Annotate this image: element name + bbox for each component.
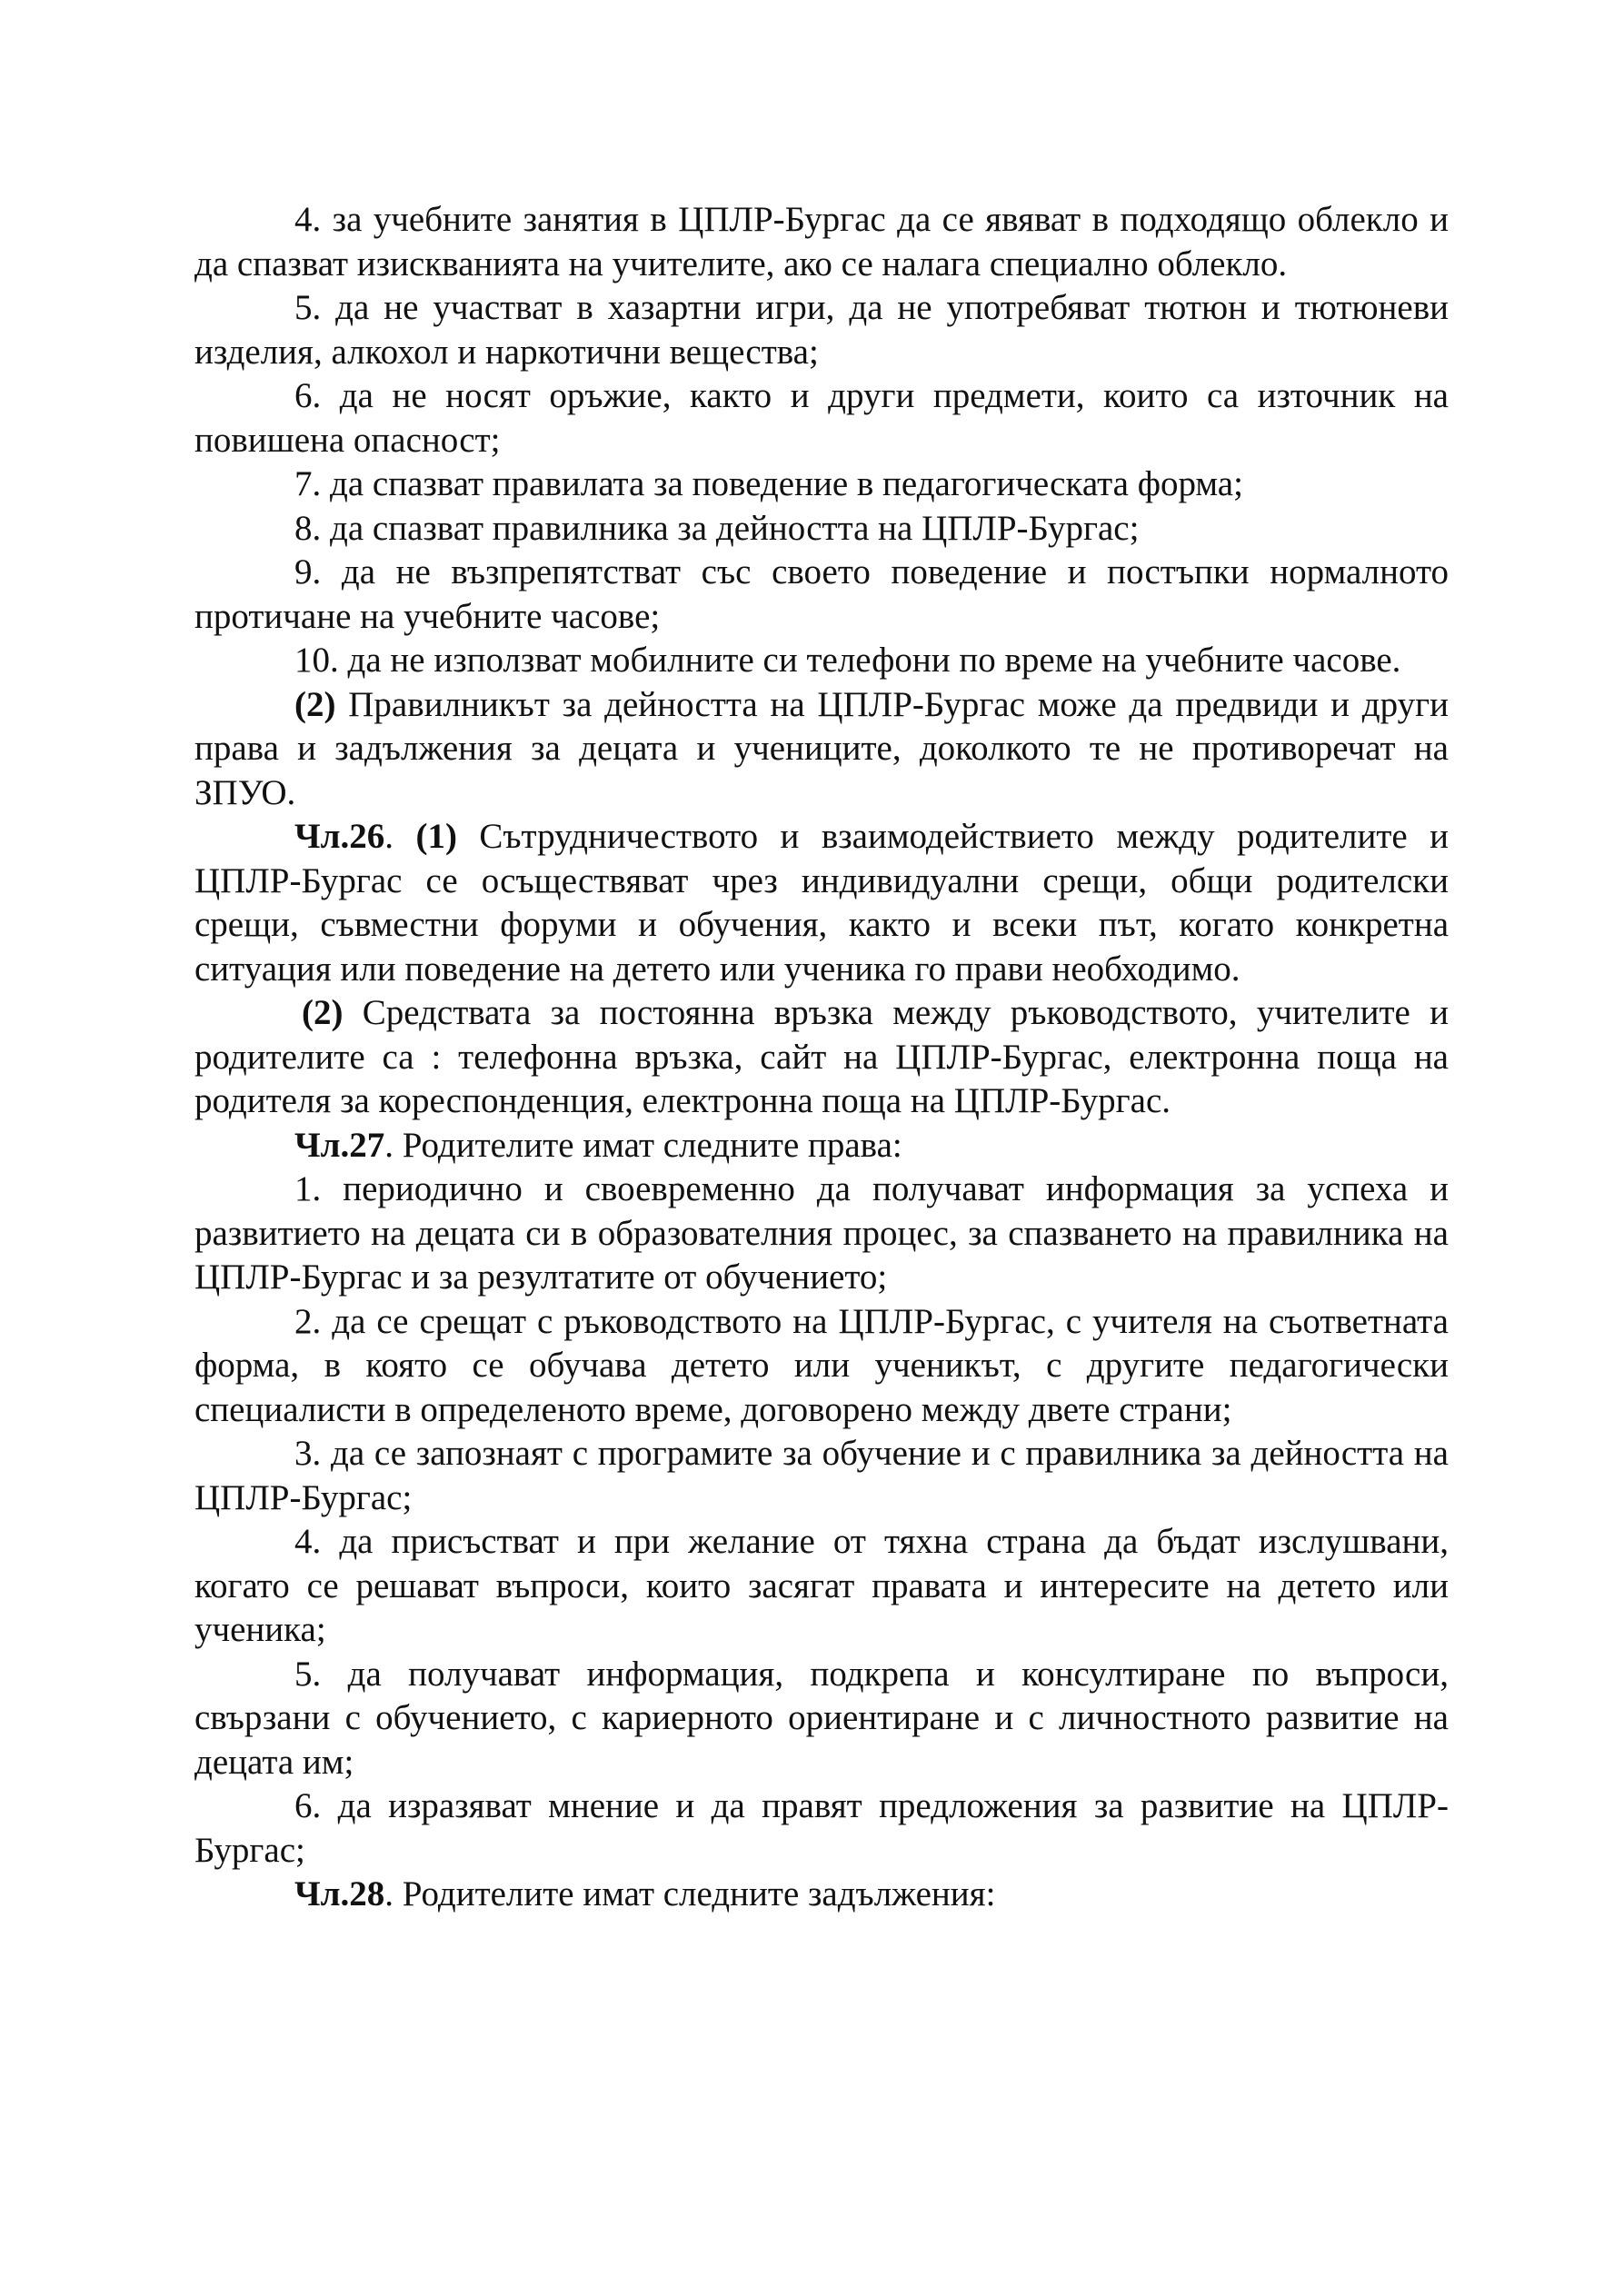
paragraph-item-4b — [194, 1520, 1449, 1653]
article-28 — [194, 1873, 1449, 1917]
article-separator: . — [384, 817, 416, 856]
section-number: (1) — [415, 817, 457, 856]
paragraph-text: 5. да не участват в хазартни игри, да не употребяват тютюн и тютюневи изделия, алкохол и наркотични вещества; — [194, 288, 1449, 372]
paragraph-text: Средствата за постоянна връзка между ръководството, учителите и родителите са : телефонна връзка, сайт на ЦПЛР-Бургас, електронна поща на родителя за кореспонденция, електронна поща на ЦПЛР-Бургас. — [194, 993, 1449, 1120]
paragraph-item-7 — [194, 462, 1449, 507]
paragraph-item-5b — [194, 1653, 1449, 1785]
paragraph-item-8 — [194, 507, 1449, 552]
paragraph-item-1 — [194, 1168, 1449, 1300]
paragraph-item-4 — [194, 198, 1449, 286]
section-number: (2) — [302, 993, 344, 1032]
paragraph-item-6b — [194, 1784, 1449, 1873]
paragraph-item-3 — [194, 1432, 1449, 1520]
paragraph-text: 5. да получават информация, подкрепа и консултиране по въпроси, свързани с обучението, с кариерното ориентиране и с личностното развитие на децата им; — [194, 1654, 1449, 1782]
paragraph-text: 2. да се срещат с ръководството на ЦПЛР-Бургас, с учителя на съответната форма, в която се обучава детето или ученикът, с другите педагогически специалисти в определеното време, договорено между двете страни; — [194, 1301, 1449, 1429]
section-number: (2) — [294, 684, 336, 724]
paragraph-text: Правилникът за дейността на ЦПЛР-Бургас може да предвиди и други права и задължения за децата и учениците, доколкото те не противоречат на ЗПУО. — [194, 684, 1449, 812]
article-26 — [194, 815, 1449, 991]
paragraph-section-2 — [194, 683, 1449, 816]
paragraph-text: Сътрудничеството и взаимодействието между родителите и ЦПЛР-Бургас се осъществяват чрез индивидуални срещи, общи родителски срещи, съвместни форуми и обучения, както и всеки път, когато конкретна ситуация или поведение на детето или ученика го прави необходимо. — [194, 817, 1449, 989]
paragraph-text: 4. да присъстват и при желание от тяхна страна да бъдат изслушвани, когато се решават въпроси, които засягат правата и интересите на детето или ученика; — [194, 1522, 1449, 1649]
article-number: Чл.26 — [294, 817, 385, 856]
paragraph-text: 10. да не използват мобилните си телефони по време на учебните часове. — [294, 641, 1401, 680]
paragraph-text: 3. да се запознаят с програмите за обучение и с правилника за дейността на ЦПЛР-Бургас; — [194, 1434, 1449, 1517]
paragraph-text: 7. да спазват правилата за поведение в педагогическата форма; — [294, 464, 1243, 503]
paragraph-item-9 — [194, 551, 1449, 639]
article-27 — [194, 1124, 1449, 1168]
paragraph-item-5 — [194, 286, 1449, 374]
paragraph-text: . Родителите имат следните права: — [384, 1125, 902, 1165]
paragraph-item-10 — [194, 639, 1449, 683]
paragraph-item-2 — [194, 1300, 1449, 1433]
paragraph-text: . Родителите имат следните задължения: — [384, 1874, 996, 1913]
paragraph-text: 6. да изразяват мнение и да правят предложения за развитие на ЦПЛР-Бургас; — [194, 1786, 1449, 1870]
paragraph-text: 8. да спазват правилника за дейността на ЦПЛР-Бургас; — [294, 508, 1140, 548]
article-number: Чл.27 — [294, 1125, 385, 1165]
paragraph-item-6 — [194, 374, 1449, 462]
paragraph-text: 1. периодично и своевременно да получават информация за успеха и развитието на децата си в образователния процес, за спазването на правилника на ЦПЛР-Бургас и за резултатите от обучението; — [194, 1169, 1449, 1297]
document-page — [194, 198, 1449, 1917]
article-number: Чл.28 — [294, 1874, 385, 1913]
paragraph-text: 6. да не носят оръжие, както и други предмети, които са източник на повишена опасност; — [194, 376, 1449, 460]
paragraph-text: 4. за учебните занятия в ЦПЛР-Бургас да се явяват в подходящо облекло и да спазват изискванията на учителите, ако се налага специално облекло. — [194, 200, 1449, 283]
paragraph-text: 9. да не възпрепятстват със своето поведение и постъпки нормалното протичане на учебните часове; — [194, 552, 1449, 636]
article-26-section-2 — [194, 991, 1449, 1124]
